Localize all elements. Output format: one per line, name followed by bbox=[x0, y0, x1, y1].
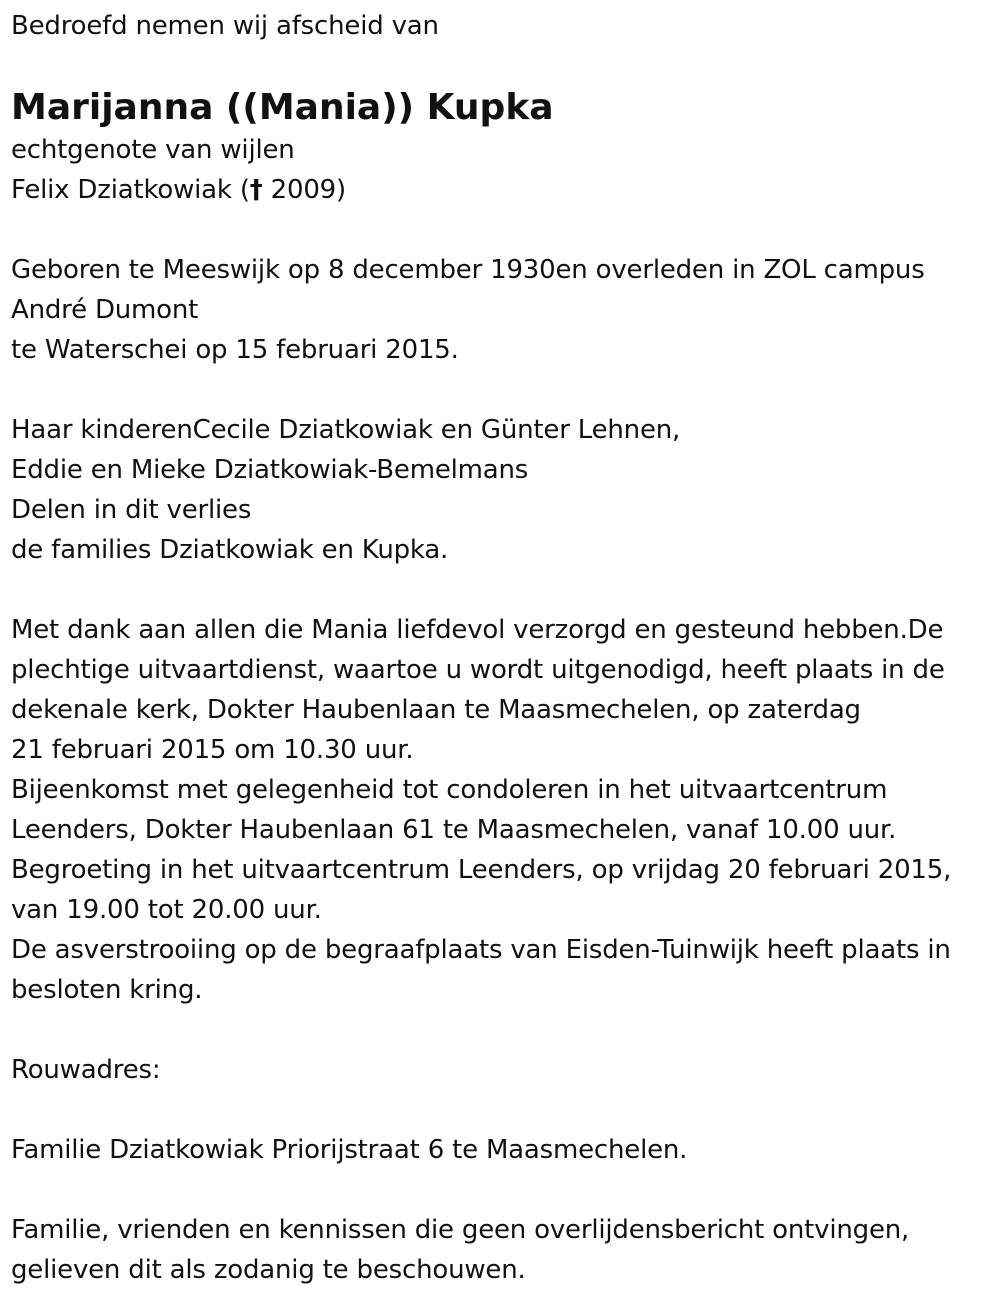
family-line: de families Dziatkowiak en Kupka. bbox=[11, 535, 449, 565]
service-line: De asverstrooiing op de begraafplaats van Eisden-Tuinwijk heeft plaats in bbox=[11, 935, 951, 965]
service-line: besloten kring. bbox=[11, 975, 203, 1005]
birth-death-line: Geboren te Meeswijk op 8 december 1930en overleden in ZOL campus bbox=[11, 255, 925, 285]
birth-death-line: André Dumont bbox=[11, 295, 199, 325]
cross-icon: † bbox=[249, 175, 263, 205]
spacer bbox=[11, 210, 996, 250]
family-line: Haar kinderenCecile Dziatkowiak en Günter Lehnen, bbox=[11, 415, 681, 445]
closing-line: gelieven dit als zodanig te beschouwen. bbox=[11, 1255, 526, 1285]
closing-line: Familie, vrienden en kennissen die geen overlijdensbericht ontvingen, bbox=[11, 1215, 910, 1245]
spacer bbox=[11, 1170, 996, 1210]
family-line: Delen in dit verlies bbox=[11, 495, 252, 525]
deceased-name: Marijanna ((Mania)) Kupka bbox=[11, 87, 554, 128]
birth-death-line: te Waterschei op 15 februari 2015. bbox=[11, 335, 459, 365]
spouse-death-year: 2009) bbox=[262, 175, 346, 205]
service-line: plechtige uitvaartdienst, waartoe u wordt uitgenodigd, heeft plaats in de bbox=[11, 655, 945, 685]
intro-text: Bedroefd nemen wij afscheid van bbox=[11, 11, 439, 41]
service-line: Met dank aan allen die Mania liefdevol verzorgd en gesteund hebben.De bbox=[11, 615, 944, 645]
spacer bbox=[11, 1090, 996, 1130]
service-line: Leenders, Dokter Haubenlaan 61 te Maasmechelen, vanaf 10.00 uur. bbox=[11, 815, 897, 845]
address-text: Familie Dziatkowiak Priorijstraat 6 te Maasmechelen. bbox=[11, 1135, 688, 1165]
spacer bbox=[11, 570, 996, 610]
spacer bbox=[11, 1010, 996, 1050]
service-line: van 19.00 tot 20.00 uur. bbox=[11, 895, 322, 925]
service-line: dekenale kerk, Dokter Haubenlaan te Maasmechelen, op zaterdag bbox=[11, 695, 861, 725]
service-line: Bijeenkomst met gelegenheid tot condoleren in het uitvaartcentrum bbox=[11, 775, 888, 805]
spouse-name: Felix Dziatkowiak ( bbox=[11, 175, 250, 205]
service-line: 21 februari 2015 om 10.30 uur. bbox=[11, 735, 414, 765]
death-notice bbox=[11, 6, 996, 1290]
address-label: Rouwadres: bbox=[11, 1055, 161, 1085]
family-line: Eddie en Mieke Dziatkowiak-Bemelmans bbox=[11, 455, 529, 485]
service-line: Begroeting in het uitvaartcentrum Leenders, op vrijdag 20 februari 2015, bbox=[11, 855, 952, 885]
spouse-relation: echtgenote van wijlen bbox=[11, 135, 295, 165]
spacer bbox=[11, 370, 996, 410]
spouse-line bbox=[11, 170, 996, 210]
